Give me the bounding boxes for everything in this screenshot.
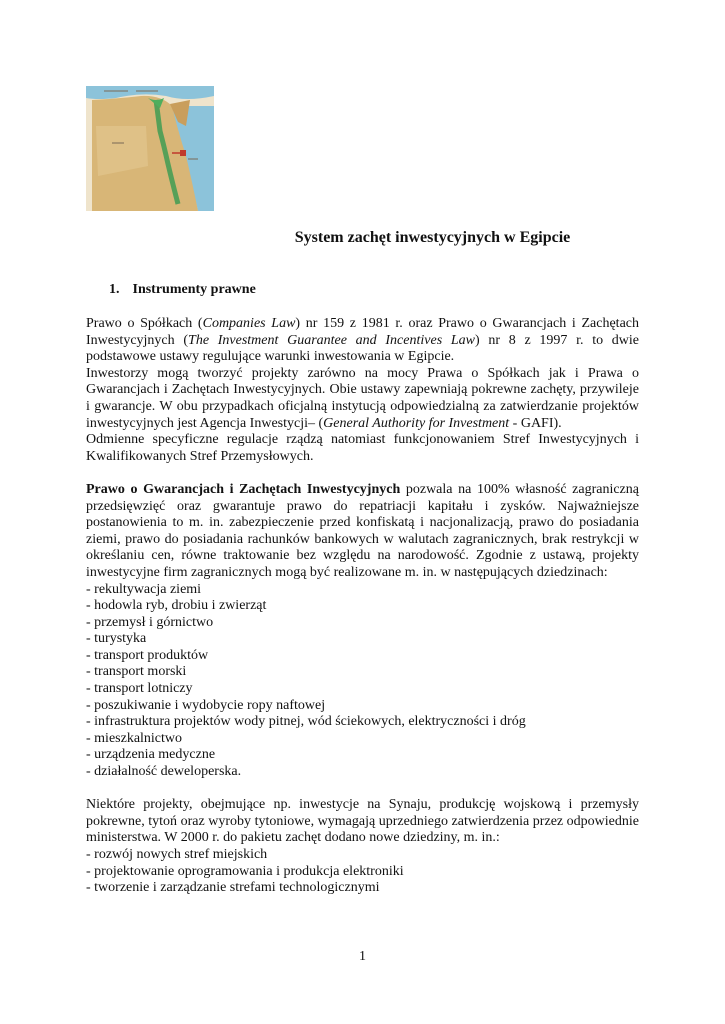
egypt-map-image xyxy=(86,86,214,211)
p2-text-c: - GAFI). xyxy=(509,415,562,431)
list-item: - rekultywacja ziemi xyxy=(86,581,202,597)
page-number: 1 xyxy=(359,949,366,964)
body-text xyxy=(86,316,639,897)
p1-italic-companies-law: Companies Law xyxy=(202,316,296,331)
list-item: - projektowanie oprogramowania i produkcja elektroniki xyxy=(86,863,404,879)
p1-text-a: Prawo o Spółkach ( xyxy=(86,316,203,331)
list-item: - przemysł i górnictwo xyxy=(86,614,214,630)
p2-text-a: Inwestorzy mogą tworzyć projekty zarówno na mocy Prawa o Spółkach jak i Prawa o Gwarancjach i Zachętach Inwestycyjnych. Obie ustawy zapewniają pokrewne zachęty, przywileje i gwarancje. W obu przypadkach oficjalną instytucją odpowiedzialną za zatwierdzanie projektów inwestycyjnych jest Agencja Inwestycji– ( xyxy=(86,365,639,431)
paragraph-approvals: Niektóre projekty, obejmujące np. inwestycje na Synaju, produkcję wojskową i przemysły pokrewne, tytoń oraz wyroby tytoniowe, wymagają uprzedniego zatwierdzenia przez odpowiednie ministerstwa. W 2000 r. do pakietu zachęt dodano nowe dziedziny, m. in.: xyxy=(86,797,639,846)
paragraph-investors xyxy=(86,366,639,432)
list-item: - poszukiwanie i wydobycie ropy naftowej xyxy=(86,697,326,713)
p2-italic-gafi: General Authority for Investment xyxy=(323,415,510,431)
list-item: - turystyka xyxy=(86,631,147,647)
list-item: - transport lotniczy xyxy=(86,681,193,697)
p1-italic-investment-law: The Investment Guarantee and Incentives Law xyxy=(188,332,475,348)
list-item: - infrastruktura projektów wody pitnej, wód ściekowych, elektryczności i dróg xyxy=(86,714,526,730)
list-item: - transport produktów xyxy=(86,647,209,663)
p4-bold-law-name: Prawo o Gwarancjach i Zachętach Inwestycyjnych xyxy=(86,481,401,497)
section-heading xyxy=(109,282,256,298)
new-sectors-list xyxy=(86,847,639,897)
list-item: - transport morski xyxy=(86,664,187,680)
sectors-list xyxy=(86,582,639,781)
section-label: Instrumenty prawne xyxy=(132,282,256,297)
list-item: - hodowla ryb, drobiu i zwierząt xyxy=(86,598,267,614)
egypt-map-graphic xyxy=(86,86,214,211)
paragraph-zones: Odmienne specyficzne regulacje rządzą natomiast funkcjonowaniem Stref Inwestycyjnych i Kwalifikowanych Stref Przemysłowych. xyxy=(86,432,639,464)
list-item: - rozwój nowych stref miejskich xyxy=(86,847,268,862)
list-item: - mieszkalnictwo xyxy=(86,730,183,746)
document-title: System zachęt inwestycyjnych w Egipcie xyxy=(294,229,571,246)
list-item: - działalność deweloperska. xyxy=(86,764,242,780)
list-item: - urządzenia medyczne xyxy=(86,747,216,763)
list-item: - tworzenie i zarządzanie strefami technologicznymi xyxy=(86,880,380,896)
p1-text-e: ) nr 8 z 1997 r. to dwie podstawowe ustawy regulujące warunki inwestowania w Egipcie. xyxy=(86,332,640,365)
paragraph-guarantees xyxy=(86,482,639,582)
section-number: 1. xyxy=(109,282,120,297)
p4-text: pozwala na 100% własność zagraniczną przedsięwzięć oraz gwarantuje prawo do repatriacji kapitału i zysków. Najważniejsze postanowienia to m. in. zabezpieczenie przed konfiskatą i nacjonalizacją, prawo do posiadania ziemi, prawo do posiadania rachunków bankowych w walutach zagranicznych, brak restrykcji w określaniu cen, równe traktowanie bez względu na narodowość. Zgodnie z ustawą, projekty inwestycyjne firm zagranicznych mogą być realizowane m. in. w następujących dziedzinach: xyxy=(86,481,639,580)
p1-text-c: ) nr 159 z 1981 r. oraz Prawo o Gwarancjach i Zachętach Inwestycyjnych ( xyxy=(86,316,639,348)
paragraph-legal-acts xyxy=(86,316,639,366)
